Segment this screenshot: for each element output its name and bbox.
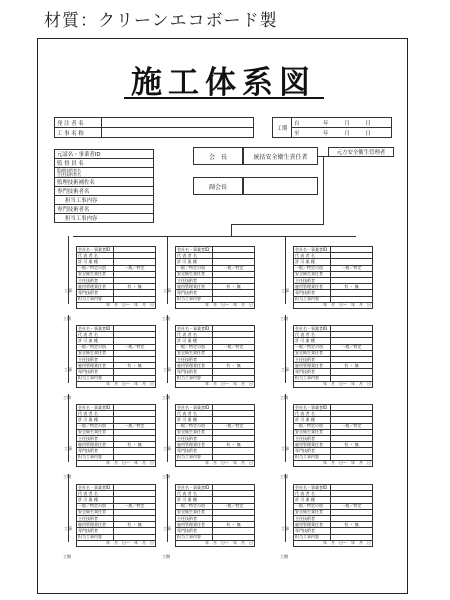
card-row-label: 許 可 業 種 [176,417,213,423]
card-row-label: 安全衛生責任者 [77,350,114,356]
card-side-label: 工事 [64,526,72,531]
card-row-label: 主任技術者 [176,277,213,283]
card-row-label: 主任技術者 [294,356,331,362]
subcontractor-card [63,484,156,559]
card-row-label: 会社名・事業者ID [176,405,213,411]
card-period-label: 工期 [280,316,288,321]
card-row-label: 一般／特定の別 [77,423,114,429]
card-row-value: 一般／特定 [213,344,255,350]
card-row-label: 雇用管理責任者 [77,442,114,448]
card-row-label: 一般／特定の別 [294,344,331,350]
card-period: 年 月 日〜 年 月 日 [294,460,373,466]
card-row-label: 主任技術者 [77,356,114,362]
card-row-label: 一般／特定の別 [77,265,114,271]
card-row-label: 専門技術者 [176,448,213,454]
card-row-label: 雇用管理責任者 [77,522,114,528]
card-period-label: 工期 [162,316,170,321]
card-row-label: 代 表 者 名 [294,253,331,259]
card-row-label: 安全衛生責任者 [176,350,213,356]
material-caption: 材質：クリーンエコボード製 [44,11,278,31]
card-row-value: 有 ・ 無 [213,442,255,448]
card-row-label: 一般／特定の別 [77,344,114,350]
subcontractor-card [162,404,255,479]
connector [68,315,69,383]
card-period: 年 月 日〜 年 月 日 [77,540,156,546]
card-table [175,246,255,309]
card-period-label: 工期 [162,554,170,559]
card-row-label: 担当工事内容 [176,454,213,460]
connector [231,224,324,225]
card-row-label: 安全衛生責任者 [176,271,213,277]
card-row-label: 代 表 者 名 [77,332,114,338]
card-side-label: 工事 [64,288,72,293]
card-row-label: 会社名・事業者ID [176,485,213,491]
card-row-label: 専門技術者 [77,290,114,296]
card-table [175,325,255,388]
card-table [76,484,156,547]
card-row-value: 一般／特定 [114,423,156,429]
card-row-label: 一般／特定の別 [176,503,213,509]
card-row-label: 雇用管理責任者 [294,522,331,528]
vice-chairman-box: 副会長 [193,177,243,195]
card-row-label: 代 表 者 名 [176,491,213,497]
card-row-label: 会社名・事業者ID [176,326,213,332]
connector [68,236,69,304]
connector [323,156,324,224]
card-row-label: 担当工事内容 [294,375,331,381]
subcontractor-card [162,484,255,559]
card-period: 年 月 日〜 年 月 日 [77,302,156,308]
card-row-value: 一般／特定 [114,503,156,509]
subcontractor-card [63,246,156,321]
card-row-label: 雇用管理責任者 [294,363,331,369]
card-row-label: 安全衛生責任者 [294,429,331,435]
safety-manager-box: 元方安全衛生管理者 [328,147,394,157]
card-period: 年 月 日〜 年 月 日 [176,302,255,308]
header-table [54,117,254,138]
card-row-label: 担当工事内容 [77,454,114,460]
assistant-label: 監理技術補佐名 [55,178,154,187]
card-side-label: 工事 [163,288,171,293]
card-row-label: 会社名・事業者ID [176,247,213,253]
card-row-label: 許 可 業 種 [294,497,331,503]
card-table [76,404,156,467]
card-period-label: 工期 [162,474,170,479]
card-row-value: 有 ・ 無 [213,522,255,528]
subcontractor-card [280,404,373,479]
card-row-label: 許 可 業 種 [176,497,213,503]
connector [167,394,168,462]
prime-contractor-table [54,149,154,223]
connector [167,474,168,542]
card-side-label: 工事 [64,367,72,372]
card-row-label: 専門技術者 [176,528,213,534]
card-table [76,246,156,309]
card-row-label: 代 表 者 名 [176,332,213,338]
subcontractor-card [63,325,156,400]
card-side-label: 工事 [163,446,171,451]
card-row-label: 代 表 者 名 [176,411,213,417]
card-period-label: 工期 [280,395,288,400]
project-name-label: 工 事 名 称 [55,128,102,138]
card-side-label: 工事 [281,526,289,531]
card-table [293,246,373,309]
card-row-value: 一般／特定 [114,265,156,271]
card-period-label: 工期 [63,474,71,479]
from-label: 自 [294,120,300,127]
card-row-label: 主任技術者 [294,277,331,283]
card-row-value: 一般／特定 [331,423,373,429]
card-row-label: 一般／特定の別 [294,503,331,509]
card-row-value: 有 ・ 無 [114,442,156,448]
card-row-label: 主任技術者 [176,356,213,362]
general-safety-box: 統括安全衛生責任者 [243,147,318,165]
card-row-label: 代 表 者 名 [176,253,213,259]
card-row-label: 雇用管理責任者 [294,284,331,290]
card-row-label: 主任技術者 [294,435,331,441]
card-row-label: 代 表 者 名 [77,491,114,497]
card-row-label: 会社名・事業者ID [294,485,331,491]
subcontractor-card [63,404,156,479]
card-row-label: 代 表 者 名 [294,411,331,417]
card-row-label: 許 可 業 種 [77,497,114,503]
card-row-label: 代 表 者 名 [294,491,331,497]
card-row-label: 代 表 者 名 [294,332,331,338]
connector [68,394,69,462]
card-side-label: 工事 [281,288,289,293]
card-row-value: 有 ・ 無 [331,284,373,290]
title-underline [124,97,324,99]
card-period: 年 月 日〜 年 月 日 [294,381,373,387]
card-row-value: 一般／特定 [213,265,255,271]
card-period: 年 月 日〜 年 月 日 [77,460,156,466]
card-row-value: 一般／特定 [213,423,255,429]
specialist-label-2: 専門技術者名 [55,205,154,214]
connector [285,236,286,304]
card-row-value: 有 ・ 無 [114,522,156,528]
subcontractor-card [162,325,255,400]
subcontractor-card [280,325,373,400]
card-row-label: 担当工事内容 [176,375,213,381]
card-row-label: 専門技術者 [77,448,114,454]
card-row-label: 一般／特定の別 [77,503,114,509]
card-row-value: 一般／特定 [331,265,373,271]
card-row-label: 安全衛生責任者 [176,429,213,435]
card-row-label: 一般／特定の別 [294,265,331,271]
card-row-label: 雇用管理責任者 [176,363,213,369]
card-period-label: 工期 [63,395,71,400]
card-row-label: 許 可 業 種 [77,338,114,344]
card-row-label: 主任技術者 [294,515,331,521]
card-row-label: 主任技術者 [176,435,213,441]
work-content-label-2: 担当工事内容 [55,214,154,223]
card-row-label: 安全衛生責任者 [294,509,331,515]
connector [68,474,69,542]
card-row-label: 安全衛生責任者 [294,350,331,356]
card-period: 年 月 日〜 年 月 日 [176,540,255,546]
card-row-value: 有 ・ 無 [213,284,255,290]
client-name-value [102,118,254,128]
card-row-label: 担当工事内容 [294,534,331,540]
card-row-label: 雇用管理責任者 [176,442,213,448]
project-name-value [102,128,254,138]
supervisor-label: 監 督 員 名 [55,159,154,168]
card-row-label: 担当工事内容 [176,296,213,302]
card-side-label: 工事 [281,367,289,372]
card-row-label: 雇用管理責任者 [176,522,213,528]
card-row-label: 許 可 業 種 [294,259,331,265]
card-row-label: 担当工事内容 [77,534,114,540]
card-row-label: 主任技術者 [77,435,114,441]
card-row-value: 一般／特定 [331,503,373,509]
card-row-label: 専門技術者 [176,369,213,375]
card-period: 年 月 日〜 年 月 日 [294,302,373,308]
card-row-value: 一般／特定 [114,344,156,350]
card-period-label: 工期 [63,316,71,321]
connector [73,236,356,237]
card-row-label: 代 表 者 名 [77,253,114,259]
card-table [293,404,373,467]
card-row-label: 代 表 者 名 [77,411,114,417]
card-period: 年 月 日〜 年 月 日 [294,540,373,546]
card-row-label: 専門技術者 [176,290,213,296]
card-side-label: 工事 [163,367,171,372]
card-row-value: 有 ・ 無 [331,442,373,448]
card-row-label: 専門技術者 [294,528,331,534]
card-row-label: 主任技術者 [176,515,213,521]
card-row-label: 会社名・事業者ID [294,326,331,332]
card-side-label: 工事 [64,446,72,451]
card-row-label: 雇用管理責任者 [176,284,213,290]
card-row-label: 安全衛生責任者 [176,509,213,515]
card-row-label: 会社名・事業者ID [294,247,331,253]
card-table [175,484,255,547]
card-row-value: 一般／特定 [213,503,255,509]
card-row-label: 安全衛生責任者 [77,509,114,515]
card-period-label: 工期 [280,554,288,559]
card-row-label: 安全衛生責任者 [294,271,331,277]
card-period: 年 月 日〜 年 月 日 [176,460,255,466]
work-content-label-1: 担当工事内容 [55,196,154,205]
card-row-label: 雇用管理責任者 [77,363,114,369]
subcontractor-card [280,246,373,321]
card-row-value: 一般／特定 [331,344,373,350]
card-period: 年 月 日〜 年 月 日 [77,381,156,387]
chief-engineer-label: 監理技術者名 主任技術者名 [55,168,154,178]
card-row-label: 雇用管理責任者 [77,284,114,290]
connector [285,394,286,462]
chairman-box: 会 長 [193,147,243,165]
card-row-label: 会社名・事業者ID [77,326,114,332]
card-row-label: 会社名・事業者ID [294,405,331,411]
card-period: 年 月 日〜 年 月 日 [176,381,255,387]
card-period-label: 工期 [280,474,288,479]
to-label: 至 [294,130,300,137]
card-row-label: 許 可 業 種 [294,338,331,344]
vice-chairman-value [243,177,318,195]
card-row-label: 担当工事内容 [77,375,114,381]
card-period-label: 工期 [63,554,71,559]
board-title: 施工体系図 [131,65,316,101]
card-row-label: 専門技術者 [294,448,331,454]
connector [285,315,286,383]
card-row-value: 有 ・ 無 [114,284,156,290]
card-row-value: 有 ・ 無 [213,363,255,369]
card-row-label: 担当工事内容 [77,296,114,302]
card-row-label: 安全衛生責任者 [77,429,114,435]
connector [285,474,286,542]
card-row-label: 雇用管理責任者 [294,442,331,448]
card-table [175,404,255,467]
card-row-label: 専門技術者 [77,369,114,375]
connector [167,315,168,383]
card-row-label: 一般／特定の別 [176,423,213,429]
period-table: 工期 自 年 月 日 至 年 月 日 [272,117,392,138]
card-row-value: 有 ・ 無 [114,363,156,369]
card-row-label: 一般／特定の別 [176,344,213,350]
card-row-label: 専門技術者 [77,528,114,534]
card-row-label: 許 可 業 種 [176,338,213,344]
card-row-label: 会社名・事業者ID [77,485,114,491]
card-row-label: 担当工事内容 [176,534,213,540]
connector [167,236,168,304]
card-table [293,484,373,547]
card-row-label: 主任技術者 [77,515,114,521]
card-row-label: 一般／特定の別 [294,423,331,429]
card-side-label: 工事 [281,446,289,451]
card-row-label: 担当工事内容 [294,296,331,302]
subcontractor-card [280,484,373,559]
sign-board [37,38,408,594]
card-row-value: 有 ・ 無 [331,522,373,528]
card-row-label: 許 可 業 種 [294,417,331,423]
specialist-label-1: 専門技術者名 [55,187,154,196]
subcontractor-card [162,246,255,321]
card-period-label: 工期 [162,395,170,400]
connector [231,224,232,236]
card-row-label: 一般／特定の別 [176,265,213,271]
card-row-label: 許 可 業 種 [77,417,114,423]
card-row-label: 会社名・事業者ID [77,247,114,253]
prime-contractor-id-label: 元請名・事業者ID [55,150,154,159]
client-name-label: 発 注 者 名 [55,118,102,128]
card-row-label: 会社名・事業者ID [77,405,114,411]
card-row-label: 専門技術者 [294,369,331,375]
period-label: 工期 [273,118,292,138]
card-row-label: 担当工事内容 [294,454,331,460]
card-table [293,325,373,388]
card-row-label: 安全衛生責任者 [77,271,114,277]
card-table [76,325,156,388]
card-row-label: 許 可 業 種 [176,259,213,265]
card-row-label: 許 可 業 種 [77,259,114,265]
card-row-label: 主任技術者 [77,277,114,283]
card-side-label: 工事 [163,526,171,531]
card-row-label: 専門技術者 [294,290,331,296]
card-row-value: 有 ・ 無 [331,363,373,369]
